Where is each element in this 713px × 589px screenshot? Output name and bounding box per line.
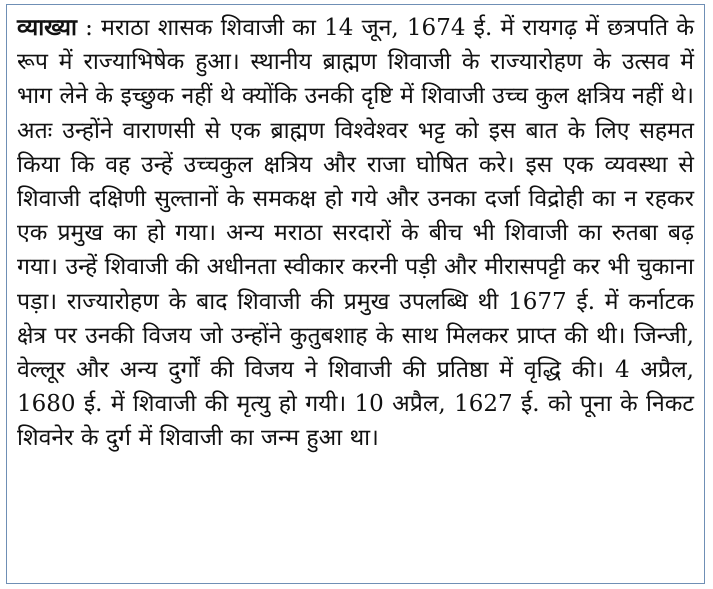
explanation-term: व्याख्या: [17, 15, 77, 41]
term-separator: :: [76, 15, 102, 41]
explanation-body: मराठा शासक शिवाजी का 14 जून, 1674 ई. में रायगढ़ में छत्रपति के रूप में राज्याभिषेक हुआ। स्थानीय ब्राह्मण शिवाजी के राज्यारोहण के उत्सव में भाग लेने के इच्छुक नहीं थे क्योंकि उनकी दृष्टि में शिवाजी उच्च कुल क्षत्रिय नहीं थे। अतः उन्होंने वाराणसी से एक ब्राह्मण विश्वेश्वर भट्ट को इस बात के लिए सहमत किया कि वह उन्हें उच्चकुल क्षत्रिय और राजा घोषित करे। इस एक व्यवस्था से शिवाजी दक्षिणी सुल्तानों के समकक्ष हो गये और उनका दर्जा विद्रोही का न रहकर एक प्रमुख का हो गया। अन्य मराठा सरदारों के बीच भी शिवाजी का रुतबा बढ़ गया। उन्हें शिवाजी की अधीनता स्वीकार करनी पड़ी और मीरासपट्टी कर भी चुकाना पड़ा। राज्यारोहण के बाद शिवाजी की प्रमुख उपलब्धि थी 1677 ई. में कर्नाटक क्षेत्र पर उनकी विजय जो उन्होंने कुतुबशाह के साथ मिलकर प्राप्त की थी। जिन्जी, वेल्लूर और अन्य दुर्गों की विजय ने शिवाजी की प्रतिष्ठा में वृद्धि की। 4 अप्रैल, 1680 ई. में शिवाजी की मृत्यु हो गयी। 10 अप्रैल, 1627 ई. को पूना के निकट शिवनेर के दुर्ग में शिवाजी का जन्म हुआ था।: [17, 15, 694, 452]
text-box: [6, 4, 705, 584]
explanation-paragraph: [17, 11, 694, 456]
